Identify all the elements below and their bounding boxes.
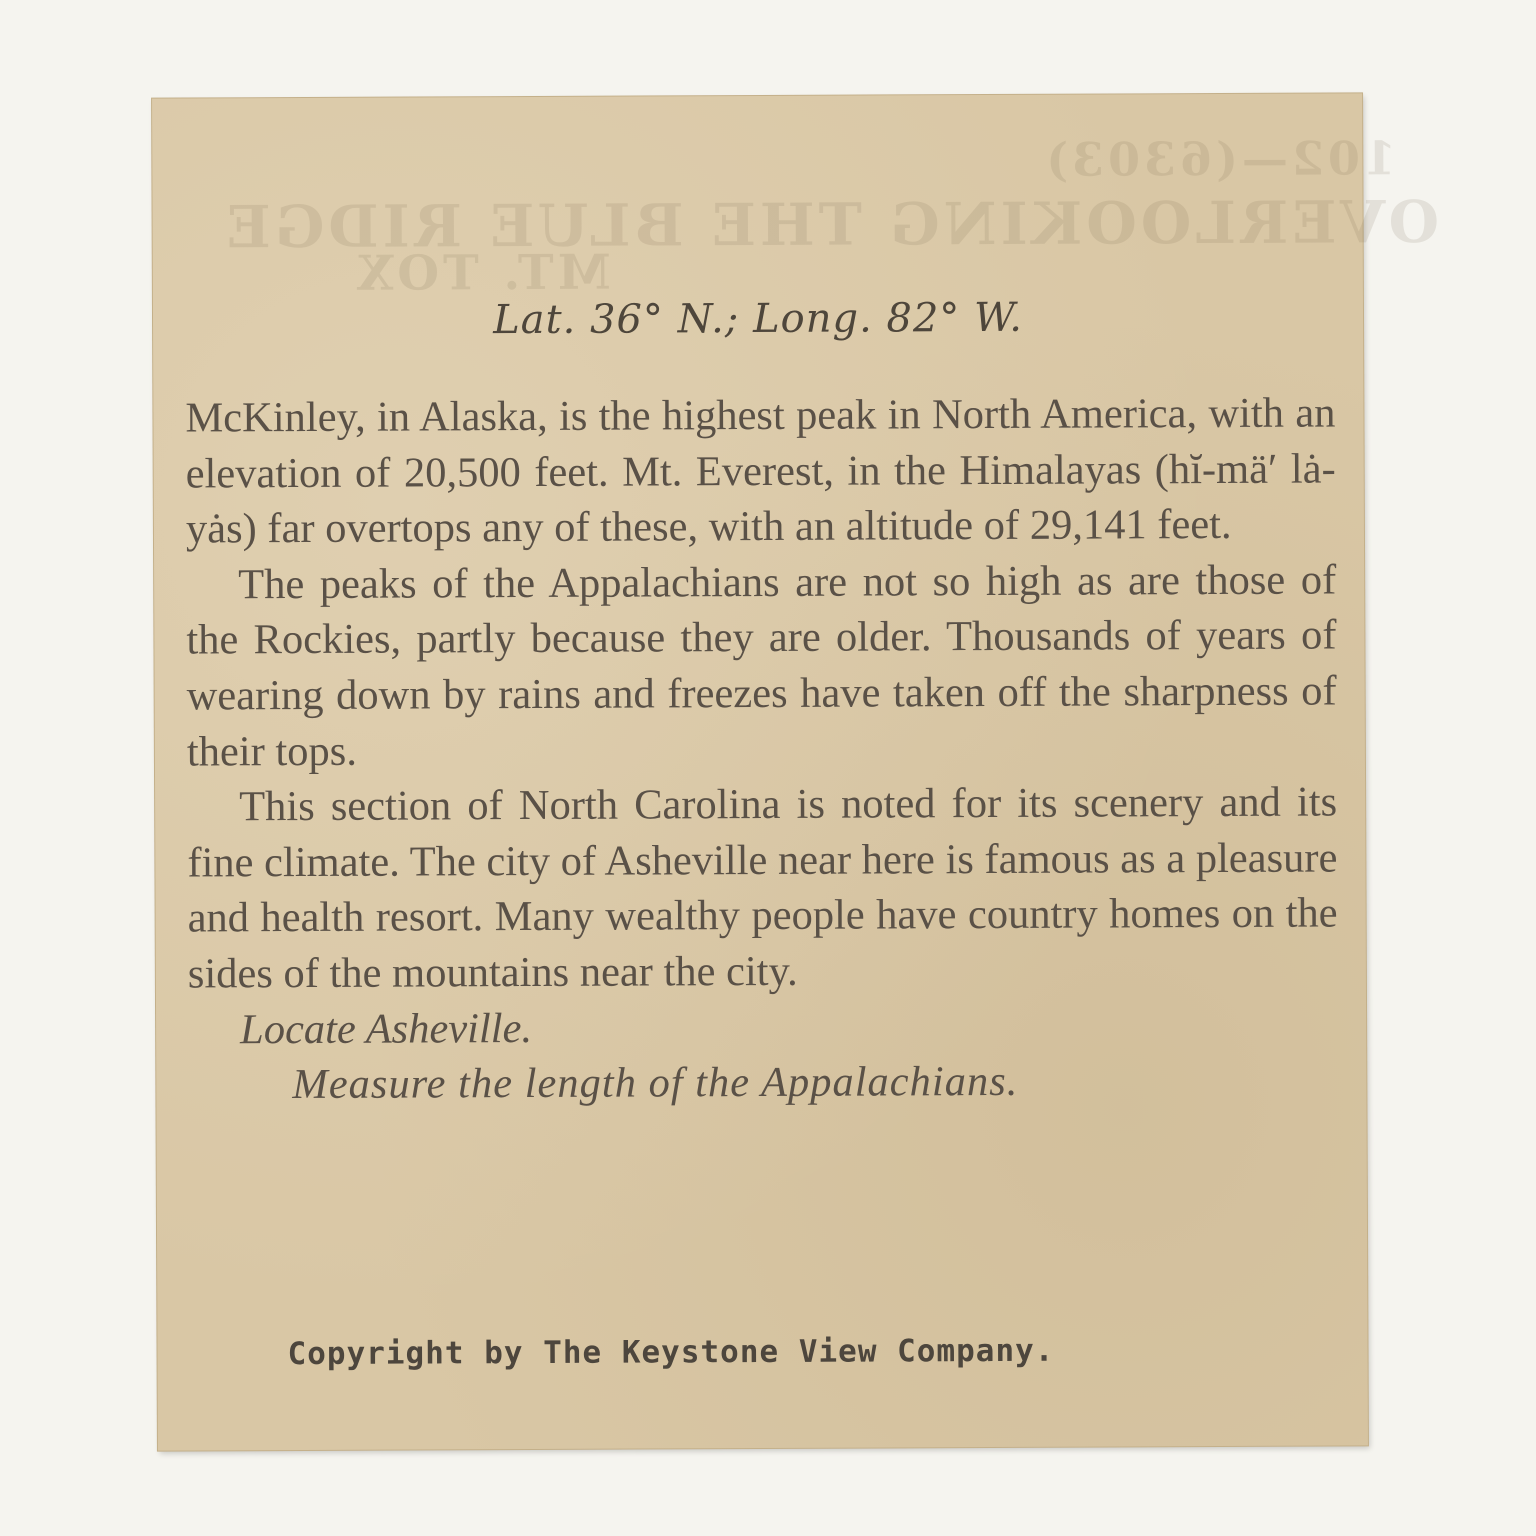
coordinates-heading: Lat. 36° N.; Long. 82° W. xyxy=(493,294,1023,344)
card-body-text xyxy=(185,385,1338,1113)
paragraph-north-carolina-text: This section of North Carolina is noted for its scenery and its fine climate. The city of Asheville near here is famous as a pleasure and health resort. Many wealthy people have country homes on the sides of the mountains near the city. xyxy=(187,778,1338,998)
bleed-through-subtitle: MT. TOX xyxy=(352,244,611,302)
paragraph-north-carolina xyxy=(187,775,1338,1114)
locate-instruction: Locate Asheville. xyxy=(240,1004,533,1053)
copyright-notice: Copyright by The Keystone View Company. xyxy=(287,1332,1055,1373)
paragraph-appalachians: The peaks of the Appalachians are not so high as are those of the Rockies, partly because they are older. Thousands of years of wearing down by rains and freezes have taken off the sharpness of their tops. xyxy=(186,556,1337,776)
stereoview-card-back xyxy=(152,93,1440,1450)
bleed-through-title: OVERLOOKING THE BLUE RIDGE xyxy=(222,188,1440,262)
measure-instruction: Measure the length of the Appalachians. xyxy=(292,1058,1019,1109)
paragraph-mckinley: McKinley, in Alaska, is the highest peak in North America, with an elevation of 20,500 feet. Mt. Everest, in the Himalayas (hĭ-mä′ lȧ-yȧs) far overtops any of these, with an altitude of 29,141 feet. xyxy=(185,389,1336,553)
bleed-through-number: 102—(6303) xyxy=(1042,131,1397,187)
